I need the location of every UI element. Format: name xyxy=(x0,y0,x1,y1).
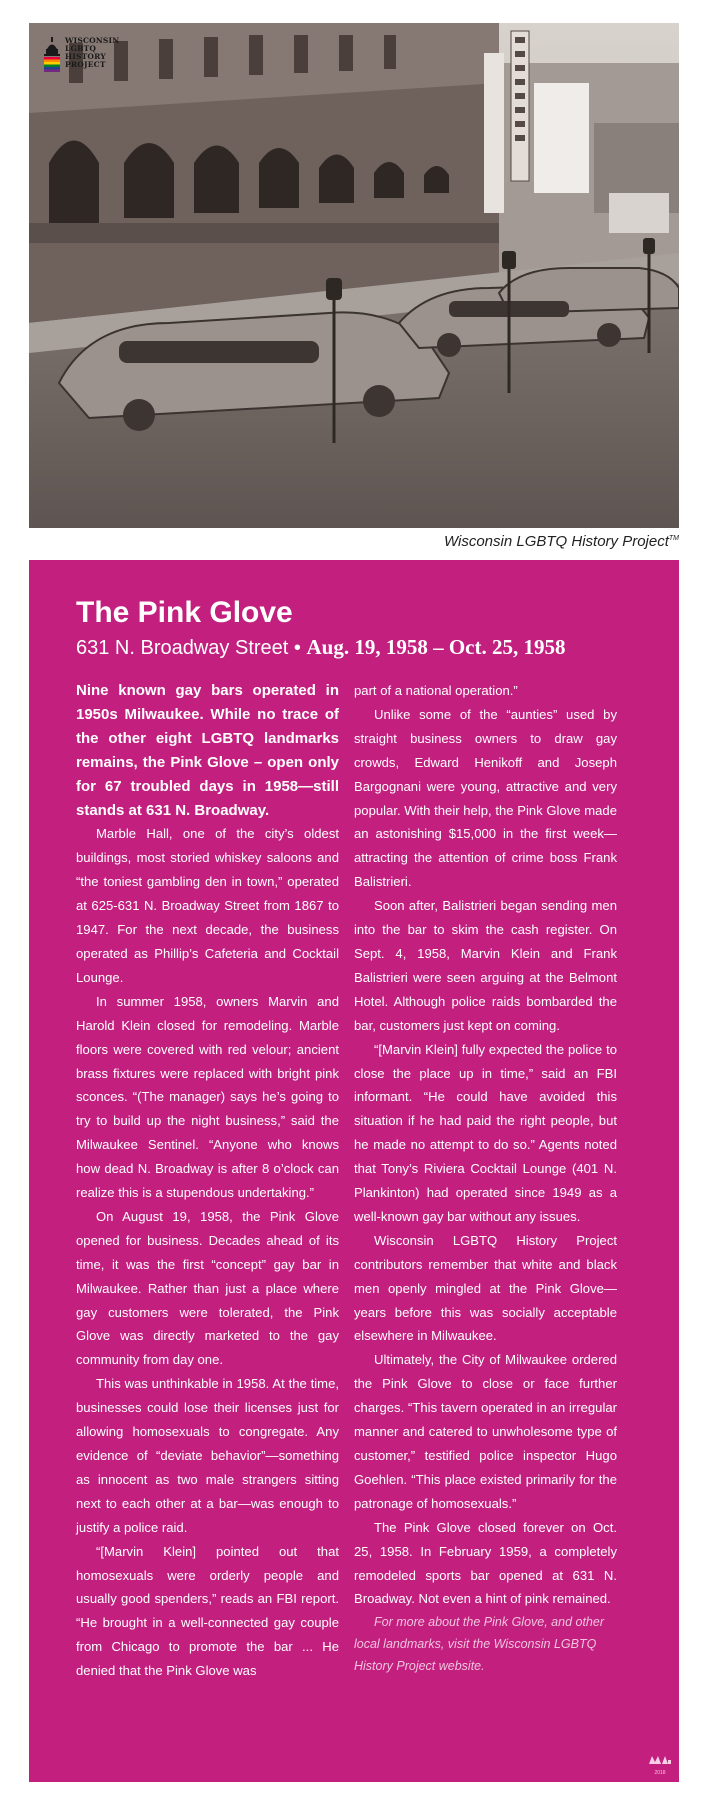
bullet-separator: • xyxy=(293,637,301,659)
body-paragraph: This was unthinkable in 1958. At the time, businesses could lose their licenses just for allowing homosexuals to congregate. Any evidence of “deviate behavior”—something as innocent as two male strangers sitting next to each other at a bar—was enough to justify a police raid. xyxy=(76,1376,339,1535)
website-note: For more about the Pink Glove, and other local landmarks, visit the Wisconsin LGBTQ History Project website. xyxy=(354,1615,604,1674)
article-subtitle xyxy=(76,635,565,660)
trademark-mark: TM xyxy=(668,535,679,542)
body-paragraph: “[Marvin Klein] fully expected the police to close the place up in time,” said an FBI informant. “He could have avoided this situation if he had paid the right people, but he made no attempt to do so.” Agents noted that Tony’s Riviera Cocktail Lounge (401 N. Plankinton) had operated since 1949 as a well-known gay bar without any issues. xyxy=(354,1041,617,1224)
street-scene-illustration xyxy=(29,23,679,528)
wordmark-icon xyxy=(649,1754,671,1764)
article-title: The Pink Glove xyxy=(76,596,293,629)
capitol-dome-icon xyxy=(43,37,61,73)
address: 631 N. Broadway Street xyxy=(76,637,289,659)
footer-wordmark xyxy=(649,1751,671,1776)
footer-year: 2018 xyxy=(654,1770,666,1776)
wisconsin-lgbtq-logo xyxy=(43,37,119,73)
logo-line-1: WISCONSIN xyxy=(65,36,120,45)
body-paragraph-continued: part of a national operation.” xyxy=(354,683,518,698)
lead-paragraph: Nine known gay bars operated in 1950s Milwaukee. While no trace of the other eight LGBTQ landmarks remains, the Pink Glove – open only for 67 troubled days in 1958—still stands at 631 N. Broadway. xyxy=(76,682,339,819)
body-paragraph: Marble Hall, one of the city’s oldest buildings, most storied whiskey saloons and “the toniest gambling den in town,” operated at 625-631 N. Broadway Street from 1867 to 1947. For the next decade, the business operated as Phillip’s Cafeteria and Cocktail Lounge. xyxy=(76,826,339,985)
logo-line-3: HISTORY xyxy=(65,52,106,61)
historic-street-photo xyxy=(29,23,679,528)
body-paragraph: Ultimately, the City of Milwaukee ordered the Pink Glove to close or face further charges. “This tavern operated in an irregular manner and catered to unwholesome type of customer,” testified police inspector Hugo Goehlen. “This place existed primarily for the patronage of homosexuals.” xyxy=(354,1352,617,1511)
logo-line-2: LGBTQ xyxy=(65,44,97,53)
article-column-left xyxy=(76,679,339,1683)
body-paragraph: In summer 1958, owners Marvin and Harold Klein closed for remodeling. Marble floors were covered with red velour; ancient brass fixtures were replaced with bright pink sconces. “(The manager) says he’s going to try to build up the night business,” said the Milwaukee Sentinel. “Anyone who knows how dead N. Broadway is after 8 o’clock can realize this is a stupendous undertaking.” xyxy=(76,993,339,1201)
body-paragraph: On August 19, 1958, the Pink Glove opened for business. Decades ahead of its time, it was the first “concept” gay bar in Milwaukee. Rather than just a place where gay customers were tolerated, the Pink Glove was directly marketed to the gay community from day one. xyxy=(76,1208,339,1368)
article-panel xyxy=(29,560,679,1782)
photo-credit xyxy=(29,533,679,550)
body-paragraph: The Pink Glove closed forever on Oct. 25, 1958. In February 1959, a completely remodeled sports bar opened at 631 N. Broadway. Not even a hint of pink remained. xyxy=(354,1519,617,1607)
logo-line-4: PROJECT xyxy=(65,60,106,69)
date-range: Aug. 19, 1958 – Oct. 25, 1958 xyxy=(306,635,566,659)
photo-credit-text: Wisconsin LGBTQ History Project xyxy=(443,533,669,550)
body-paragraph: Unlike some of the “aunties” used by straight business owners to draw gay crowds, Edward Henikoff and Joseph Bargognani were young, attractive and very popular. With their help, the Pink Glove made an astonishing $15,000 in the first week—attracting the attention of crime boss Frank Balistrieri. xyxy=(354,706,617,890)
body-paragraph: Wisconsin LGBTQ History Project contributors remember that white and black men openly mingled at the Pink Glove—years before this was socially acceptable elsewhere in Milwaukee. xyxy=(354,1232,617,1344)
article-column-right xyxy=(354,679,617,1677)
body-paragraph: Soon after, Balistrieri began sending men into the bar to skim the cash register. On Sept. 4, 1958, Marvin Klein and Frank Balistrieri were seen arguing at the Belmont Hotel. Although police raids bombarded the bar, customers just kept on coming. xyxy=(354,898,617,1033)
body-paragraph: “[Marvin Klein] pointed out that homosexuals were orderly people and usually good spenders,” reads an FBI report. “He brought in a well-connected gay couple from Chicago to promote the bar ... He denied that the Pink Glove was xyxy=(76,1543,339,1679)
